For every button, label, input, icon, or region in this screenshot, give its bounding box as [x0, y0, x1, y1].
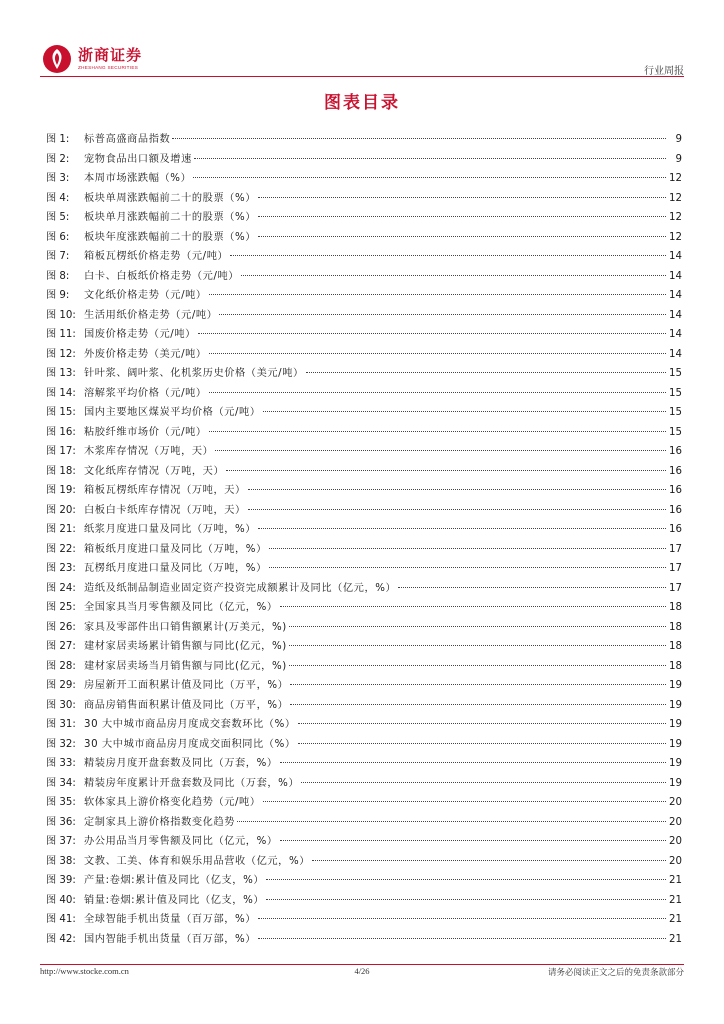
- toc-page-number: 15: [669, 426, 682, 438]
- toc-leader-dots: [298, 723, 666, 724]
- toc-page-number: 21: [669, 933, 682, 945]
- toc-figure-number: 图 4:: [46, 192, 70, 204]
- toc-page-number: 19: [669, 738, 682, 750]
- toc-page-number: 19: [669, 758, 682, 769]
- toc-figure-title: 箱板瓦楞纸库存情况（万吨，天）: [84, 485, 246, 496]
- toc-page-number: 19: [669, 777, 682, 789]
- toc-leader-dots: [193, 177, 666, 178]
- footer-website-link[interactable]: http://www.stocke.com.cn: [40, 966, 129, 976]
- toc-leader-dots: [398, 587, 666, 588]
- toc-figure-number: 图 15:: [46, 407, 76, 418]
- toc-leader-dots: [301, 782, 666, 783]
- toc-leader-dots: [263, 411, 666, 412]
- toc-figure-title: 粘胶纤维市场价（元/吨）: [84, 426, 207, 438]
- toc-page-number: 12: [669, 212, 682, 223]
- page-title: 图表目录: [324, 93, 400, 113]
- toc-leader-dots: [248, 509, 666, 510]
- toc-figure-number: 图 31:: [46, 719, 76, 730]
- toc-figure-title: 箱板瓦楞纸价格走势（元/吨）: [84, 251, 229, 262]
- toc-entry[interactable]: [46, 481, 682, 501]
- toc-figure-number: 图 12:: [46, 348, 76, 360]
- toc-leader-dots: [280, 762, 666, 763]
- toc-figure-number: 图 30:: [46, 699, 76, 711]
- toc-entry[interactable]: [46, 754, 682, 774]
- toc-page-number: 19: [669, 719, 682, 730]
- toc-entry[interactable]: [46, 618, 682, 638]
- toc-figure-title: 文化纸库存情况（万吨，天）: [84, 465, 225, 477]
- toc-page-number: 14: [669, 329, 682, 340]
- toc-page-number: 18: [669, 621, 682, 633]
- toc-entry[interactable]: [46, 735, 682, 755]
- toc-figure-number: 图 42:: [46, 933, 76, 945]
- toc-figure-title: 全国家具当月零售额及同比（亿元，%）: [84, 602, 278, 613]
- toc-leader-dots: [306, 372, 666, 373]
- toc-figure-number: 图 11:: [46, 329, 76, 340]
- toc-leader-dots: [209, 392, 666, 393]
- toc-entry[interactable]: [46, 696, 682, 716]
- toc-page-number: 17: [669, 582, 682, 594]
- toc-leader-dots: [237, 821, 666, 822]
- toc-figure-title: 精装房月度开盘套数及同比（万套，%）: [84, 758, 278, 769]
- toc-figure-title: 精装房年度累计开盘套数及同比（万套，%）: [84, 777, 300, 789]
- toc-leader-dots: [209, 353, 666, 354]
- toc-page-number: 20: [669, 836, 682, 847]
- toc-page-number: 18: [669, 660, 682, 672]
- toc-figure-title: 造纸及纸制品制造业固定资产投资完成额累计及同比（亿元，%）: [84, 582, 397, 594]
- toc-entry[interactable]: [46, 774, 682, 794]
- toc-page-number: 21: [669, 894, 682, 906]
- toc-figure-number: 图 23:: [46, 563, 76, 574]
- toc-entry[interactable]: [46, 657, 682, 677]
- toc-figure-title: 板块单周涨跌幅前二十的股票（%）: [84, 192, 257, 204]
- toc-page-number: 12: [669, 192, 682, 204]
- report-type-label: 行业周报: [644, 66, 684, 77]
- toc-figure-number: 图 22:: [46, 543, 76, 555]
- toc-page-number: 16: [669, 504, 682, 516]
- toc-figure-title: 国内主要地区煤炭平均价格（元/吨）: [84, 407, 261, 418]
- toc-figure-number: 图 14:: [46, 387, 76, 399]
- toc-leader-dots: [226, 470, 666, 471]
- toc-page-number: 15: [669, 387, 682, 399]
- toc-leader-dots: [194, 158, 666, 159]
- toc-figure-title: 宠物食品出口额及增速: [84, 153, 192, 165]
- toc-page-number: 9: [675, 134, 682, 145]
- toc-figure-number: 图 33:: [46, 758, 76, 769]
- toc-figure-number: 图 24:: [46, 582, 76, 594]
- toc-figure-title: 房屋新开工面积累计值及同比（万平，%）: [84, 680, 289, 691]
- toc-leader-dots: [198, 333, 666, 334]
- toc-page-number: 14: [669, 309, 682, 321]
- logo-chinese-name: 浙商证券: [78, 46, 143, 64]
- toc-figure-number: 图 9:: [46, 290, 70, 301]
- toc-leader-dots: [258, 236, 666, 237]
- toc-figure-number: 图 34:: [46, 777, 76, 789]
- toc-leader-dots: [269, 567, 666, 568]
- company-logo: [40, 40, 180, 80]
- toc-leader-dots: [289, 645, 666, 646]
- toc-page-number: 21: [669, 875, 682, 886]
- page-header: [40, 40, 684, 80]
- toc-entry[interactable]: [46, 150, 682, 170]
- toc-figure-number: 图 39:: [46, 875, 76, 886]
- toc-entry[interactable]: [46, 579, 682, 599]
- toc-figure-title: 30 大中城市商品房月度成交面积同比（%）: [84, 738, 296, 750]
- toc-page-number: 17: [669, 543, 682, 555]
- toc-figure-number: 图 1:: [46, 134, 70, 145]
- toc-figure-number: 图 40:: [46, 894, 76, 906]
- toc-figure-title: 标普高盛商品指数: [84, 134, 171, 145]
- toc-page-number: 17: [669, 563, 682, 574]
- footer-page-number: 4/26: [354, 966, 370, 976]
- toc-figure-title: 软体家具上游价格变化趋势（元/吨）: [84, 797, 261, 808]
- toc-leader-dots: [312, 860, 666, 861]
- toc-entry[interactable]: [46, 813, 682, 833]
- toc-entry[interactable]: [46, 169, 682, 189]
- toc-figure-number: 图 6:: [46, 231, 70, 243]
- toc-figure-number: 图 3:: [46, 173, 70, 184]
- toc-entry[interactable]: [46, 676, 682, 696]
- toc-figure-title: 溶解浆平均价格（元/吨）: [84, 387, 207, 399]
- toc-entry[interactable]: [46, 208, 682, 228]
- toc-figure-title: 白板白卡纸库存情况（万吨，天）: [84, 504, 246, 516]
- toc-entry[interactable]: [46, 930, 682, 950]
- toc-figure-number: 图 36:: [46, 816, 76, 828]
- toc-entry[interactable]: [46, 189, 682, 209]
- toc-leader-dots: [289, 626, 666, 627]
- toc-figure-title: 建材家居卖场当月销售额与同比(亿元，%): [84, 660, 287, 672]
- toc-figure-number: 图 8:: [46, 270, 70, 282]
- toc-figure-number: 图 38:: [46, 855, 76, 867]
- toc-figure-title: 文化纸价格走势（元/吨）: [84, 290, 207, 301]
- toc-figure-title: 定制家具上游价格指数变化趋势: [84, 816, 236, 828]
- toc-figure-title: 纸浆月度进口量及同比（万吨，%）: [84, 524, 257, 535]
- toc-entry[interactable]: [46, 423, 682, 443]
- toc-figure-title: 全球智能手机出货量（百万部，%）: [84, 914, 257, 925]
- toc-entry[interactable]: [46, 852, 682, 872]
- toc-page-number: 12: [669, 231, 682, 243]
- toc-figure-number: 图 7:: [46, 251, 70, 262]
- toc-figure-number: 图 19:: [46, 485, 76, 496]
- toc-figure-number: 图 29:: [46, 680, 76, 691]
- toc-leader-dots: [258, 197, 666, 198]
- toc-entry[interactable]: [46, 345, 682, 365]
- toc-entry[interactable]: [46, 130, 682, 150]
- toc-entry[interactable]: [46, 540, 682, 560]
- footer-disclaimer: 请务必阅读正文之后的免责条款部分: [547, 968, 684, 978]
- toc-entry[interactable]: [46, 364, 682, 384]
- toc-figure-title: 产量:卷烟:累计值及同比（亿支，%）: [84, 875, 265, 886]
- toc-leader-dots: [172, 138, 666, 139]
- toc-page-number: 14: [669, 251, 682, 262]
- toc-entry[interactable]: [46, 267, 682, 287]
- header-divider: [40, 76, 684, 77]
- toc-figure-title: 外废价格走势（美元/吨）: [84, 348, 207, 360]
- toc-leader-dots: [209, 294, 666, 295]
- toc-leader-dots: [258, 938, 666, 939]
- toc-leader-dots: [289, 665, 666, 666]
- toc-page-number: 16: [669, 446, 682, 457]
- toc-figure-number: 图 28:: [46, 660, 76, 672]
- toc-figure-title: 瓦楞纸月度进口量及同比（万吨，%）: [84, 563, 267, 574]
- toc-entry[interactable]: [46, 598, 682, 618]
- toc-entry[interactable]: [46, 501, 682, 521]
- toc-leader-dots: [258, 216, 666, 217]
- toc-figure-number: 图 27:: [46, 641, 76, 652]
- toc-page-number: 19: [669, 680, 682, 691]
- toc-leader-dots: [290, 704, 666, 705]
- toc-page-number: 16: [669, 524, 682, 535]
- toc-figure-number: 图 35:: [46, 797, 76, 808]
- toc-figure-title: 木浆库存情况（万吨，天）: [84, 446, 214, 457]
- toc-figure-number: 图 16:: [46, 426, 76, 438]
- toc-leader-dots: [219, 314, 666, 315]
- toc-page-number: 14: [669, 270, 682, 282]
- toc-figure-number: 图 41:: [46, 914, 76, 925]
- toc-figure-title: 生活用纸价格走势（元/吨）: [84, 309, 218, 321]
- toc-figure-number: 图 10:: [46, 309, 76, 321]
- toc-entry[interactable]: [46, 442, 682, 462]
- toc-leader-dots: [258, 528, 666, 529]
- toc-leader-dots: [298, 743, 666, 744]
- toc-page-number: 18: [669, 602, 682, 613]
- toc-entry[interactable]: [46, 520, 682, 540]
- toc-entry[interactable]: [46, 247, 682, 267]
- toc-page-number: 9: [675, 153, 682, 165]
- toc-entry[interactable]: [46, 637, 682, 657]
- toc-figure-title: 本周市场涨跌幅（%）: [84, 173, 192, 184]
- toc-figure-number: 图 13:: [46, 368, 76, 379]
- toc-figure-title: 办公用品当月零售额及同比（亿元，%）: [84, 836, 278, 847]
- toc-entry[interactable]: [46, 910, 682, 930]
- toc-page-number: 15: [669, 368, 682, 379]
- toc-figure-number: 图 17:: [46, 446, 76, 457]
- toc-leader-dots: [266, 899, 666, 900]
- toc-page-number: 20: [669, 797, 682, 808]
- toc-figure-title: 白卡、白板纸价格走势（元/吨）: [84, 270, 240, 282]
- toc-figure-number: 图 18:: [46, 465, 76, 477]
- toc-figure-title: 针叶浆、阔叶浆、化机浆历史价格（美元/吨）: [84, 368, 304, 379]
- toc-page-number: 14: [669, 290, 682, 301]
- toc-page-number: 14: [669, 348, 682, 360]
- toc-page-number: 20: [669, 855, 682, 867]
- toc-figure-number: 图 25:: [46, 602, 76, 613]
- toc-entry[interactable]: [46, 871, 682, 891]
- toc-leader-dots: [280, 840, 666, 841]
- toc-page-number: 21: [669, 914, 682, 925]
- toc-figure-number: 图 32:: [46, 738, 76, 750]
- figure-list: [46, 130, 682, 949]
- toc-entry[interactable]: [46, 384, 682, 404]
- toc-figure-title: 商品房销售面积累计值及同比（万平，%）: [84, 699, 289, 711]
- toc-figure-number: 图 21:: [46, 524, 76, 535]
- toc-figure-title: 国废价格走势（元/吨）: [84, 329, 196, 340]
- page-footer: [40, 965, 684, 981]
- toc-entry[interactable]: [46, 891, 682, 911]
- toc-leader-dots: [258, 918, 666, 919]
- toc-figure-title: 文教、工美、体育和娱乐用品营收（亿元，%）: [84, 855, 311, 867]
- toc-leader-dots: [215, 450, 666, 451]
- toc-leader-dots: [230, 255, 666, 256]
- toc-leader-dots: [263, 801, 666, 802]
- toc-entry[interactable]: [46, 715, 682, 735]
- toc-leader-dots: [290, 684, 666, 685]
- toc-entry[interactable]: [46, 832, 682, 852]
- toc-page-number: 16: [669, 465, 682, 477]
- toc-leader-dots: [241, 275, 666, 276]
- toc-figure-number: 图 20:: [46, 504, 76, 516]
- toc-entry[interactable]: [46, 403, 682, 423]
- toc-entry[interactable]: [46, 286, 682, 306]
- toc-figure-title: 销量:卷烟:累计值及同比（亿支，%）: [84, 894, 265, 906]
- toc-entry[interactable]: [46, 793, 682, 813]
- toc-page-number: 16: [669, 485, 682, 496]
- toc-figure-title: 板块年度涨跌幅前二十的股票（%）: [84, 231, 257, 243]
- toc-leader-dots: [248, 489, 666, 490]
- toc-figure-number: 图 37:: [46, 836, 76, 847]
- toc-page-number: 19: [669, 699, 682, 711]
- toc-page-number: 20: [669, 816, 682, 828]
- toc-figure-title: 家具及零部件出口销售额累计(万美元，%): [84, 621, 287, 633]
- toc-entry[interactable]: [46, 462, 682, 482]
- toc-page-number: 18: [669, 641, 682, 652]
- toc-page-number: 15: [669, 407, 682, 418]
- toc-leader-dots: [269, 548, 666, 549]
- toc-figure-title: 箱板纸月度进口量及同比（万吨，%）: [84, 543, 267, 555]
- toc-entry[interactable]: [46, 325, 682, 345]
- toc-figure-number: 图 5:: [46, 212, 70, 223]
- toc-leader-dots: [266, 879, 666, 880]
- toc-page-number: 12: [669, 173, 682, 184]
- toc-figure-title: 30 大中城市商品房月度成交套数环比（%）: [84, 719, 296, 730]
- logo-english-name: ZHESHANG SECURITIES: [78, 65, 139, 70]
- toc-figure-number: 图 2:: [46, 153, 70, 165]
- toc-entry[interactable]: [46, 306, 682, 326]
- toc-leader-dots: [280, 606, 666, 607]
- zheshang-logo-icon: [42, 44, 72, 74]
- toc-figure-title: 国内智能手机出货量（百万部，%）: [84, 933, 257, 945]
- toc-figure-title: 建材家居卖场累计销售额与同比(亿元，%): [84, 641, 287, 652]
- toc-figure-number: 图 26:: [46, 621, 76, 633]
- toc-figure-title: 板块单月涨跌幅前二十的股票（%）: [84, 212, 257, 223]
- toc-entry[interactable]: [46, 228, 682, 248]
- toc-entry[interactable]: [46, 559, 682, 579]
- toc-leader-dots: [209, 431, 666, 432]
